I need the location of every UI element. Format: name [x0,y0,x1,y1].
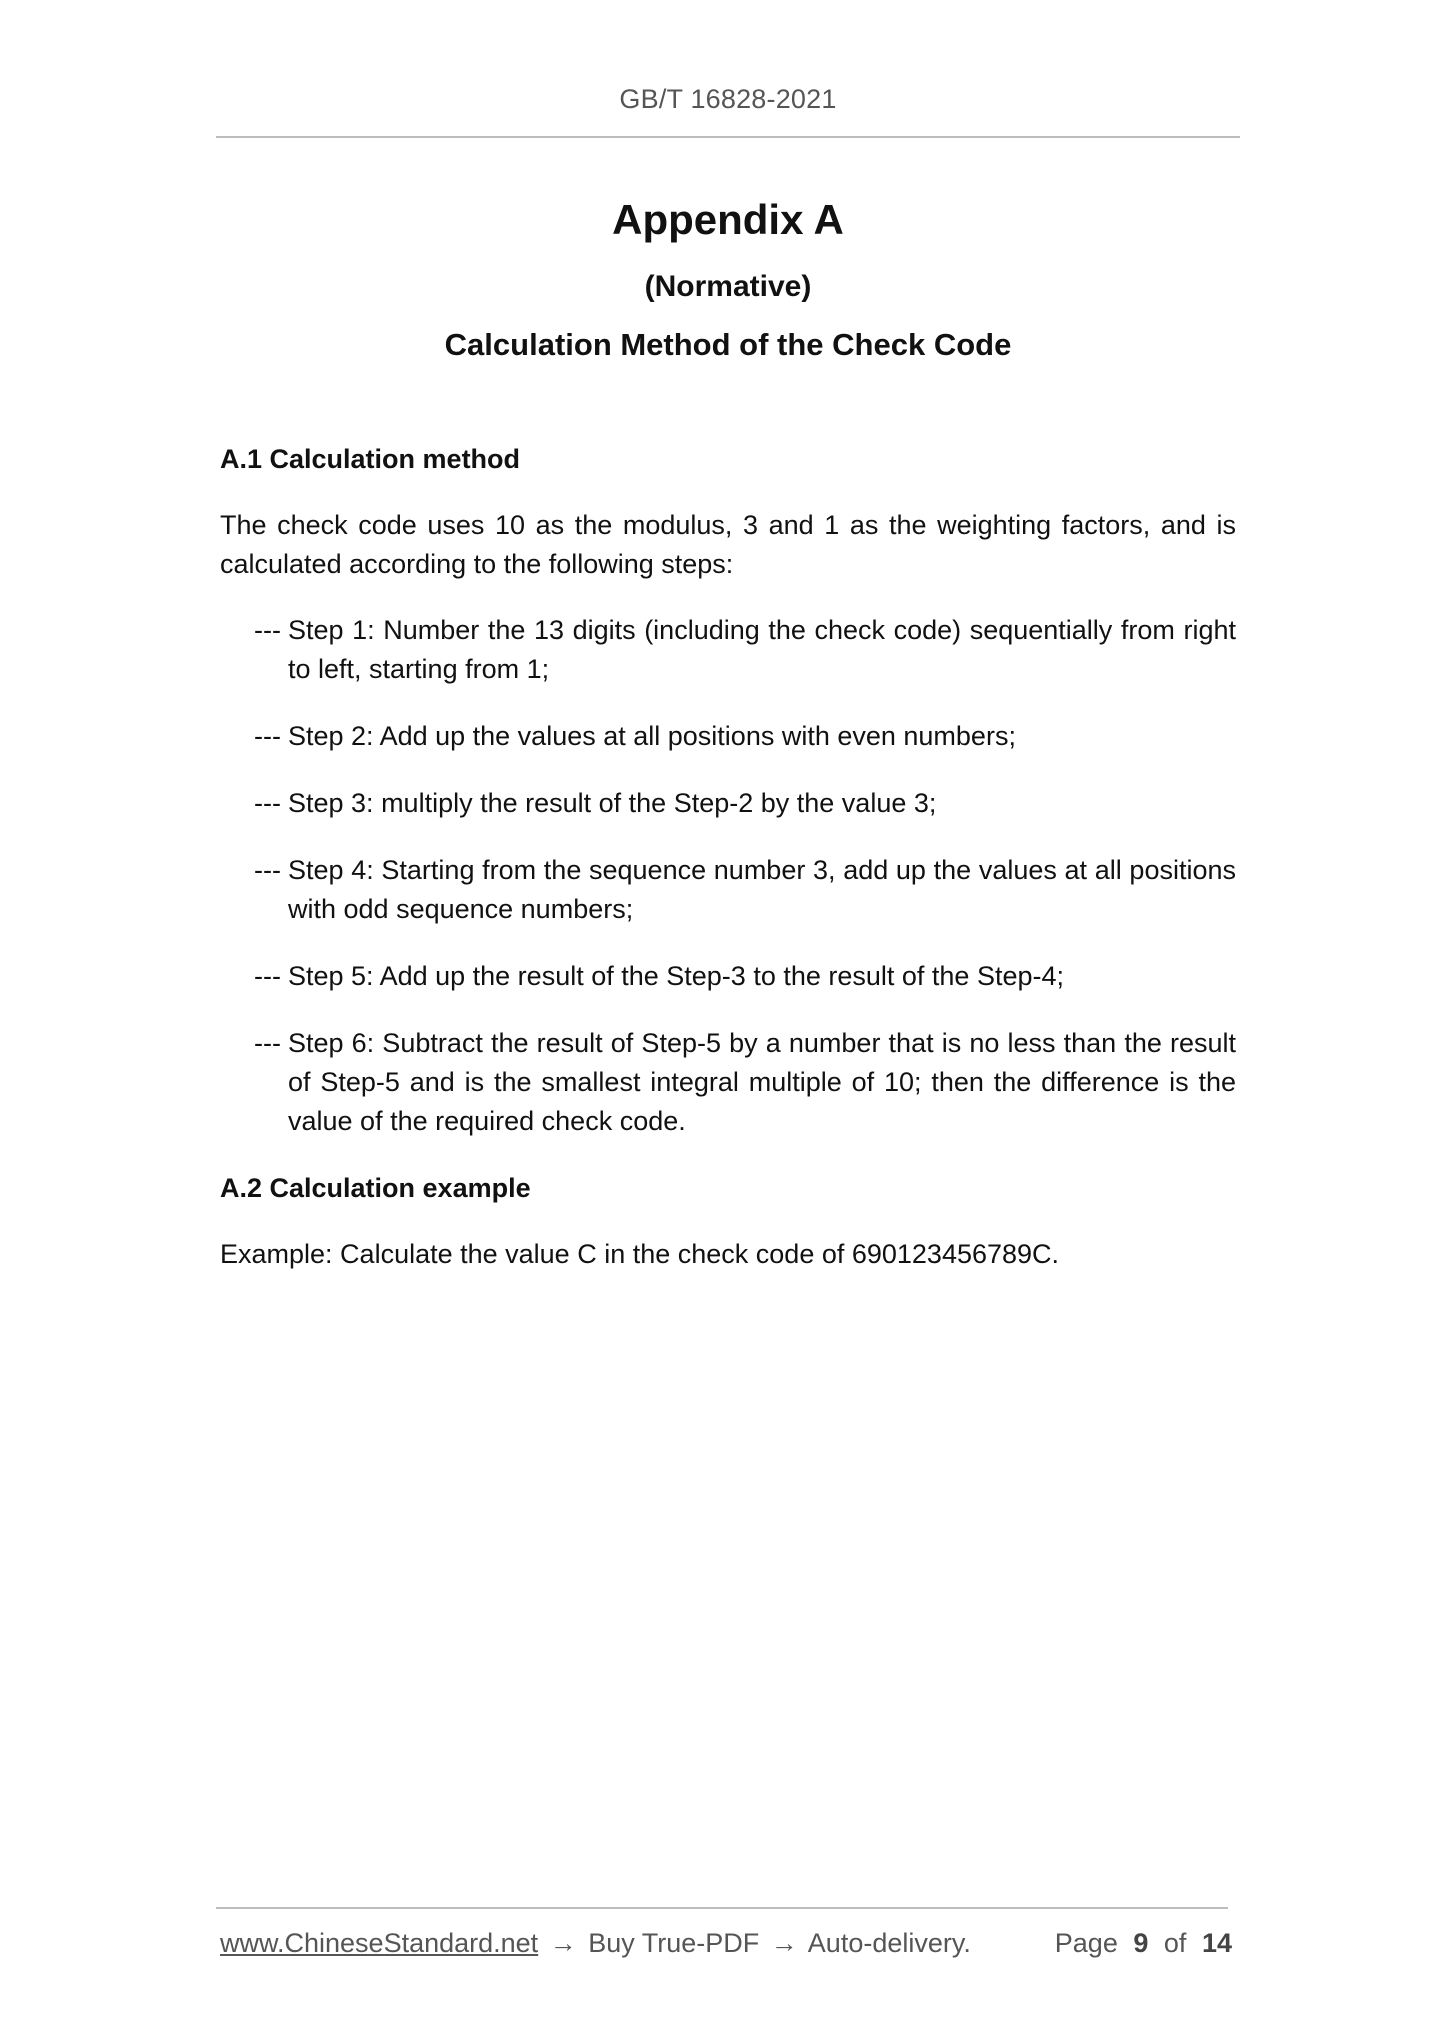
arrow-right-icon: → [549,1928,577,1958]
step-list [220,611,1236,1141]
footer-promo [220,1928,971,1959]
list-item-step-2 [220,717,1236,756]
footer-divider [216,1907,1228,1909]
auto-delivery-text: Auto-delivery. [807,1928,971,1958]
step-dash: --- [254,788,281,818]
list-item-step-6 [220,1024,1236,1141]
step-dash: --- [254,1028,281,1058]
list-item-step-3 [220,784,1236,823]
page-total: 14 [1201,1928,1232,1958]
header-divider [216,136,1240,138]
page-of-label: of [1163,1928,1187,1958]
section-a2-title: A.2 Calculation example [220,1173,531,1203]
list-item-step-5 [220,957,1236,996]
page-label: Page [1054,1928,1118,1958]
appendix-title: Appendix A [612,196,844,243]
section-a2-example: Example: Calculate the value C in the check code of 690123456789C. [220,1239,1060,1269]
list-item-step-1 [220,611,1236,689]
page-footer [220,1928,1232,1959]
page-current: 9 [1133,1928,1149,1958]
appendix-heading: Calculation Method of the Check Code [444,327,1012,362]
step-text: Step 6: Subtract the result of Step-5 by a number that is no less than the result of Step-5 and is the smallest integral multiple of 10; then the difference is the value of the required check code. [288,1028,1236,1136]
step-dash: --- [254,961,281,991]
step-text: Step 4: Starting from the sequence number 3, add up the values at all positions with odd sequence numbers; [288,855,1236,924]
document-id-header: GB/T 16828-2021 [619,84,837,114]
appendix-subtitle: (Normative) [644,270,812,303]
step-text: Step 1: Number the 13 digits (including the check code) sequentially from right to left, starting from 1; [288,615,1236,684]
buy-pdf-text: Buy True-PDF [588,1928,760,1958]
step-dash: --- [254,615,281,645]
step-text: Step 5: Add up the result of the Step-3 to the result of the Step-4; [288,961,1064,991]
list-item-step-4 [220,851,1236,929]
document-body [220,440,1236,1301]
step-text: Step 2: Add up the values at all positions with even numbers; [288,721,1016,751]
page-indicator [1055,1928,1232,1959]
section-a1-intro: The check code uses 10 as the modulus, 3 and 1 as the weighting factors, and is calculated according to the following steps: [220,510,1236,579]
website-link[interactable]: www.ChineseStandard.net [220,1928,539,1958]
step-dash: --- [254,721,281,751]
arrow-right-icon: → [770,1928,798,1958]
step-dash: --- [254,855,281,885]
section-a1-title: A.1 Calculation method [220,444,521,474]
step-text: Step 3: multiply the result of the Step-2 by the value 3; [288,788,937,818]
